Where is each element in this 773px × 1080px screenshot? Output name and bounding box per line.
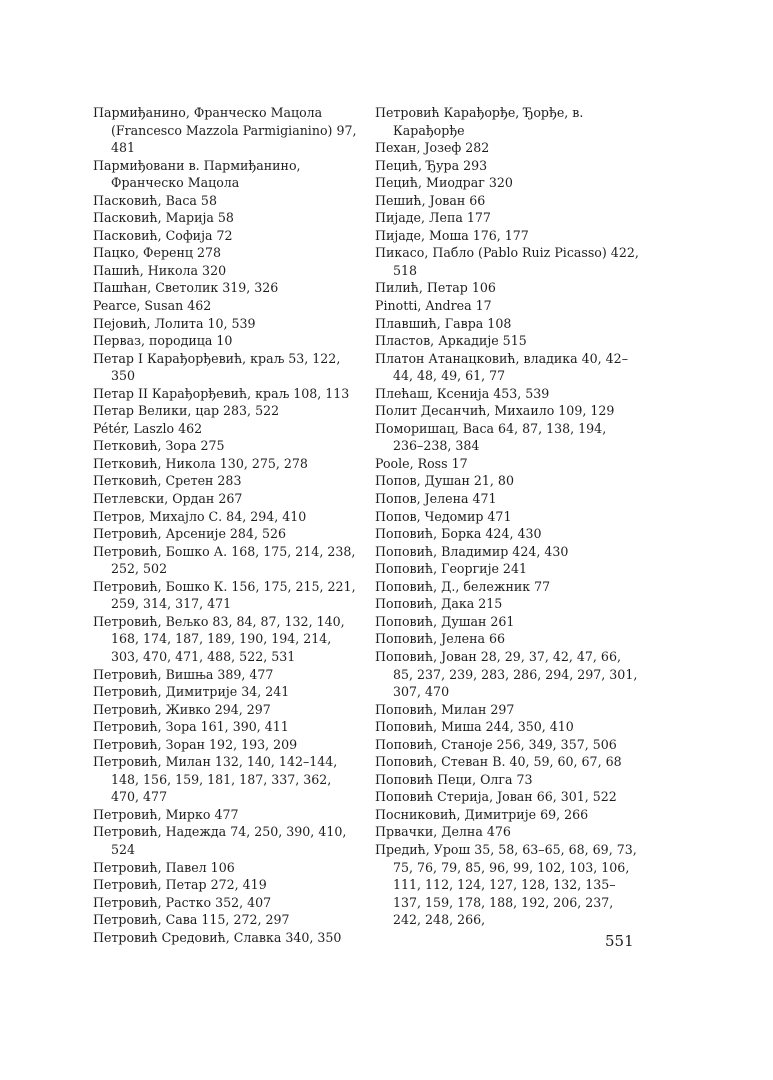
index-entry: Пецић, Ђура 293 [375,157,488,173]
index-entry: Петров, Михајло С. 84, 294, 410 [93,508,307,524]
index-entry: Попов, Јелена 471 [375,491,497,507]
index-entry: Пецић, Миодраг 320 [375,175,513,191]
index-entry: Пармиђовани в. Пармиђанино, Франческо Мацола [93,157,301,191]
index-entry: Пијаде, Моша 176, 177 [375,227,529,243]
index-column-left [93,104,358,946]
index-entry: Поповић, Миша 244, 350, 410 [375,719,574,735]
index-entry: Петровић, Петар 272, 419 [93,877,267,893]
index-entry: Пашић, Никола 320 [93,262,227,278]
index-entry: Плећаш, Ксенија 453, 539 [375,385,550,401]
index-entry: Петровић, Растко 352, 407 [93,894,272,910]
index-entry: Петровић, Сава 115, 272, 297 [93,912,290,928]
index-entry: Поповић, Станоје 256, 349, 357, 506 [375,736,617,752]
index-entry: Посниковић, Димитрије 69, 266 [375,806,589,822]
index-entry: Попов, Душан 21, 80 [375,473,514,489]
index-column-right [375,104,640,929]
index-entry: Попов, Чедомир 471 [375,508,512,524]
index-entry: Пашћан, Светолик 319, 326 [93,280,279,296]
index-entry: Пикасо, Пабло (Pablo Ruiz Picasso) 422, 518 [375,245,639,278]
index-entry: Петар II Карађорђевић, краљ 108, 113 [93,385,350,401]
index-entry: Петровић, Бошко К. 156, 175, 215, 221, 259, 314, 317, 471 [93,578,356,612]
index-entry: Пехан, Јозеф 282 [375,140,490,156]
index-entry: Поповић Стерија, Јован 66, 301, 522 [375,789,617,805]
index-entry: Пасковић, Марија 58 [93,210,234,226]
index-entry: Петковић, Сретен 283 [93,473,242,489]
index-entry: Пармиђанино, Франческо Мацола (Francesco Mazzola Parmigianino) 97, 481 [93,105,357,156]
index-entry: Пејовић, Лолита 10, 539 [93,315,256,331]
index-entry: Петровић, Мирко 477 [93,806,239,822]
index-entry: Pearce, Susan 462 [93,298,212,314]
index-entry: Петровић, Зоран 192, 193, 209 [93,736,298,752]
index-entry: Петровић, Арсеније 284, 526 [93,526,286,542]
index-entry: Поморишац, Васа 64, 87, 138, 194, 236–238, 384 [375,420,607,454]
index-entry: Петровић, Надежда 74, 250, 390, 410, 524 [93,824,347,857]
index-entry: Предић, Урош 35, 58, 63–65, 68, 69, 73, 75, 76, 79, 85, 96, 99, 102, 103, 106, 111, 112, 124, 127, 128, 132, 135–137, 159, 178, 188, 192, 206, 237, 242, 248, 266, [375,841,637,928]
index-entry: Поповић Пеци, Олга 73 [375,771,533,787]
index-entry: Поповић, Борка 424, 430 [375,526,542,542]
page-number: 551 [605,932,634,950]
index-entry: Пасковић, Софија 72 [93,227,233,243]
index-entry: Поповић, Владимир 424, 430 [375,543,569,559]
index-entry: Пластов, Аркадије 515 [375,333,527,349]
index-entry: Поповић, Дака 215 [375,596,503,612]
index-entry: Поповић, Јован 28, 29, 37, 42, 47, 66, 85, 237, 239, 283, 286, 294, 297, 301, 307, 470 [375,648,638,700]
index-entry: Петровић Средовић, Славка 340, 350 [93,929,342,945]
index-entry: Поповић, Д., бележник 77 [375,578,551,594]
index-entry: Петлевски, Ордан 267 [93,491,243,507]
index-entry: Петровић Карађорђе, Ђорђе, в. Карађорђе [375,105,584,138]
index-entry: Плавшић, Гавра 108 [375,315,512,331]
index-entry: Pinotti, Andrea 17 [375,298,492,314]
index-entry: Петровић, Вељко 83, 84, 87, 132, 140, 168, 174, 187, 189, 190, 194, 214, 303, 470, 471, 488, 522, 531 [93,613,345,664]
index-entry: Пацко, Ференц 278 [93,245,222,261]
index-entry: Поповић, Стеван В. 40, 59, 60, 67, 68 [375,754,622,770]
index-entry: Петровић, Павел 106 [93,859,235,875]
index-entry: Poole, Ross 17 [375,455,468,471]
index-entry: Пасковић, Васа 58 [93,192,217,208]
index-entry: Поповић, Георгије 241 [375,561,527,577]
index-entry: Петровић, Милан 132, 140, 142–144, 148, 156, 159, 181, 187, 337, 362, 470, 477 [93,754,338,805]
index-entry: Петковић, Никола 130, 275, 278 [93,455,308,471]
index-entry: Петровић, Вишња 389, 477 [93,666,274,682]
index-entry: Пешић, Јован 66 [375,192,486,208]
index-entry: Петровић, Зора 161, 390, 411 [93,719,289,735]
index-entry: Петковић, Зора 275 [93,438,225,454]
index-entry: Pétér, Laszlo 462 [93,420,203,436]
index-entry: Петар Велики, цар 283, 522 [93,403,280,419]
index-entry: Пијаде, Лепа 177 [375,210,491,226]
index-entry: Петровић, Бошко А. 168, 175, 214, 238, 252, 502 [93,543,356,577]
index-entry: Поповић, Милан 297 [375,701,515,717]
index-entry: Перваз, породица 10 [93,333,233,349]
index-entry: Петровић, Димитрије 34, 241 [93,684,290,700]
index-entry: Платон Атанацковић, владика 40, 42–44, 48, 49, 61, 77 [375,350,628,384]
index-entry: Поповић, Јелена 66 [375,631,506,647]
index-entry: Првачки, Делна 476 [375,824,511,840]
index-entry: Петар I Карађорђевић, краљ 53, 122, 350 [93,350,341,384]
index-entry: Полит Десанчић, Михаило 109, 129 [375,403,615,419]
index-entry: Поповић, Душан 261 [375,613,515,629]
index-entry: Пилић, Петар 106 [375,280,496,296]
index-entry: Петровић, Живко 294, 297 [93,701,271,717]
